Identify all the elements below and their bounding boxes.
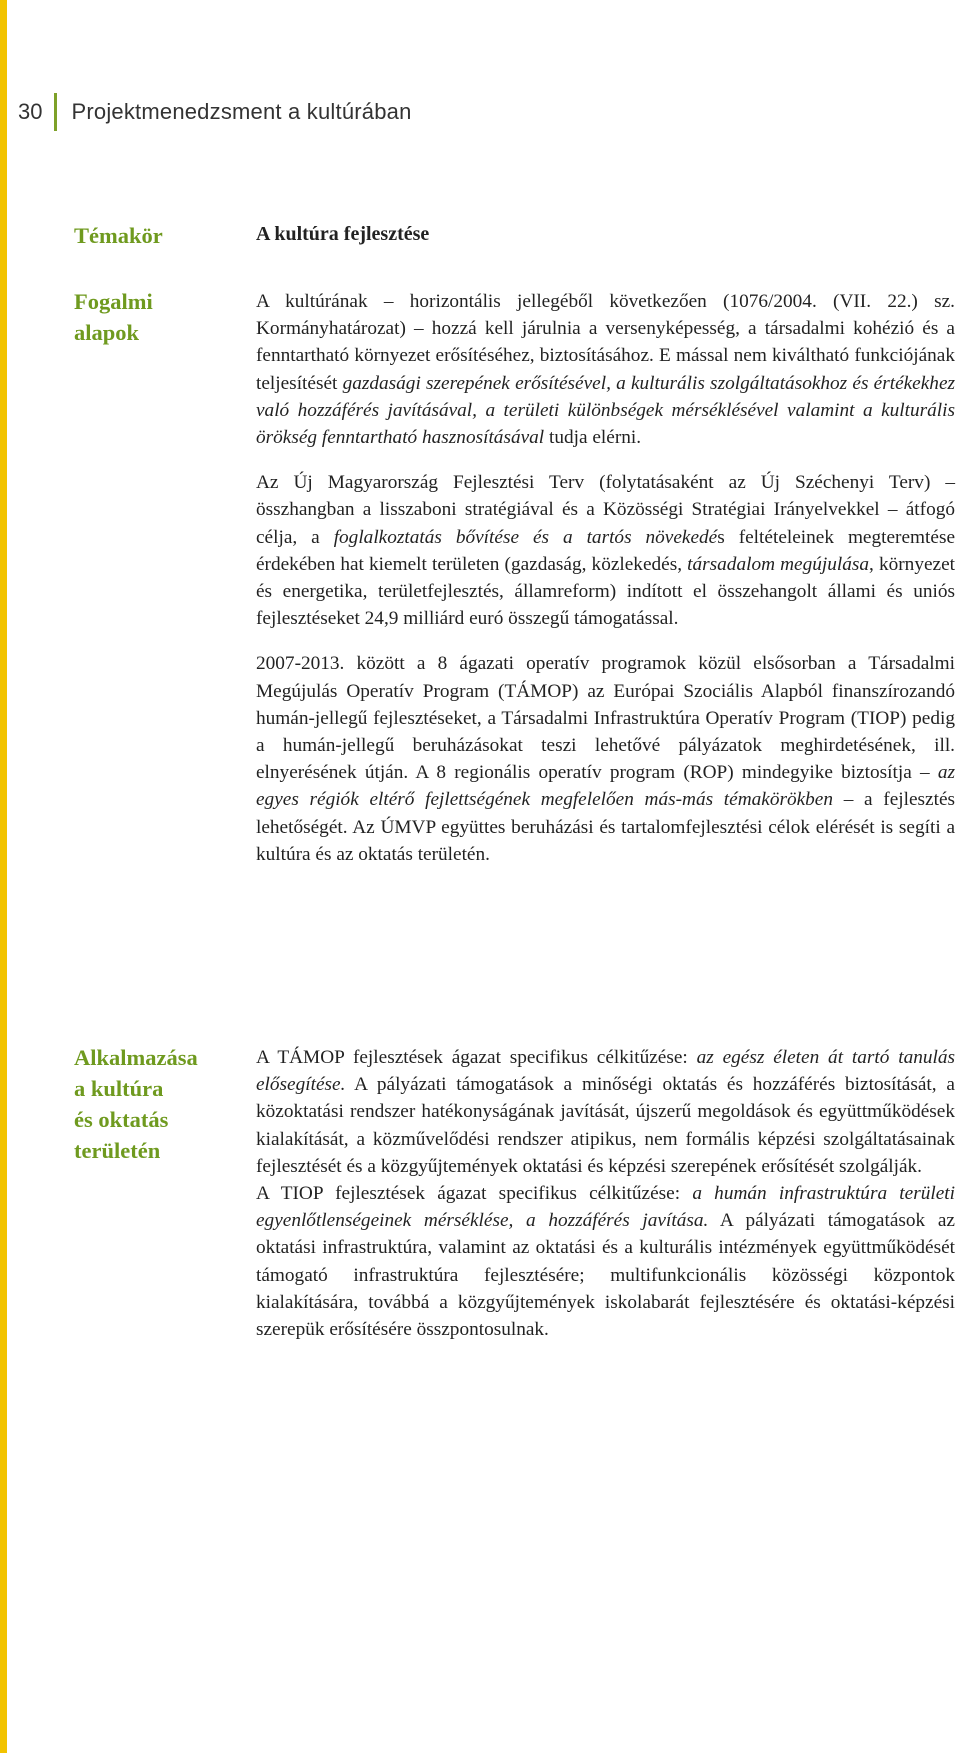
side-accent-bar bbox=[0, 0, 7, 1753]
label-line: alapok bbox=[74, 320, 140, 345]
label-alkalmazasa bbox=[74, 1042, 224, 1166]
header-divider bbox=[54, 93, 57, 131]
paragraph bbox=[256, 1044, 955, 1180]
text-run: A TIOP fejlesztések ágazat specifikus célkitűzése: bbox=[256, 1183, 693, 1205]
text-run: Az Új Magyarország Fejlesztési Terv (folytatásaként az Új Széchenyi Terv) – összhangban a lisszaboni stratégiával és a Közösségi Stratégiai Irányelvekkel – átfogó célja, a bbox=[256, 472, 955, 548]
paragraph bbox=[256, 288, 955, 451]
text-run: A pályázati támogatások a minőségi oktatás és hozzáférés biztosítását, a közoktatási rendszer hatékonyságának javítását, újszerű megoldások és együttműködések kialakítását, a közművelődési rendszer atipikus, nem formális képzési szolgáltatásainak fejlesztését és a közgyűjtemények oktatási és képzési szerepének erősítését szolgálják. bbox=[256, 1074, 955, 1177]
italic-run: a humán infrastruktúra területi egyenlőtlenségeinek mérséklése, a hozzáférés javítása. bbox=[256, 1183, 955, 1232]
label-fogalmi-alapok bbox=[74, 286, 224, 348]
label-temakor bbox=[74, 220, 224, 251]
paragraph bbox=[256, 469, 955, 632]
alkalmazasa-text bbox=[256, 1044, 955, 1343]
running-title: Projektmenedzsment a kultúrában bbox=[71, 99, 412, 124]
label-line: és oktatás bbox=[74, 1107, 169, 1132]
text-run: A kultúrának – horizontális jellegéből következően (1076/2004. (VII. 22.) sz. Kormányhatározat) – hozzá kell járulnia a versenyképesség, a társadalmi kohézió és a fenntartható környezet erősítéséhez, biztosításához. E mással nem kiváltható funkciójának teljesítését bbox=[256, 291, 955, 394]
italic-run: társadalom megújulása bbox=[687, 553, 870, 575]
italic-run: gazdasági szerepének erősítésével, a kulturális szolgáltatásokhoz és értékekhez való hozzáférés javításával, a területi különbségek mérséklésével valamint a kulturális örökség fenntartható hasznosításával bbox=[256, 372, 956, 449]
text-run: – a fejlesztés lehetőségét. Az ÚMVP együttes beruházási és tartalomfejlesztési célok elérését is segíti a kultúra és az oktatás területén. bbox=[256, 789, 955, 865]
fogalmi-alapok-text bbox=[256, 288, 955, 868]
italic-run: foglalkoztatás bővítése és a tartós növekedé bbox=[333, 526, 718, 548]
text-run: , környezet és energetika, területfejlesztés, államreform) indított el összehangolt állami és uniós fejlesztéseket 24,9 milliárd euró összegű támogatással. bbox=[256, 553, 955, 630]
label-line: Alkalmazása bbox=[74, 1045, 198, 1070]
italic-run: az egész életen át tartó tanulás elősegítése. bbox=[256, 1047, 955, 1096]
text-run: tudja elérni. bbox=[544, 427, 642, 449]
text-run: A TÁMOP fejlesztések ágazat specifikus célkitűzése: bbox=[256, 1047, 697, 1068]
italic-run: az egyes régiók eltérő fejlettségének megfelelően más-más témakörökben bbox=[256, 762, 955, 811]
text-run: A pályázati támogatások az oktatási infrastruktúra, valamint az oktatási és a kulturális intézmények együttműködését támogató infrastruktúra fejlesztésére; multifunkcionális közösségi központok kialakítására, továbbá a közgyűjtemények iskolabarát fejlesztésére és oktatási-képzési szerepük erősítésére összpontosulnak. bbox=[256, 1210, 955, 1341]
label-line: a kultúra bbox=[74, 1076, 164, 1101]
page-header bbox=[18, 94, 412, 130]
paragraph bbox=[256, 1180, 955, 1343]
label-temakor-text: Témakör bbox=[74, 223, 163, 248]
label-line: területén bbox=[74, 1138, 161, 1163]
text-run: 2007-2013. között a 8 ágazati operatív programok közül elsősorban a Társadalmi Megújulás Operatív Program (TÁMOP) az Európai Szociális Alapból finanszírozandó humán-jellegű fejlesztéseket, a Társadalmi Infrastruktúra Operatív Program (TIOP) pedig a humán-jellegű beruházásokat teszi lehetővé pályázatok meghirdetésének, ill. elnyerésének útján. A 8 regionális operatív program (ROP) mindegyike biztosítja – bbox=[256, 653, 955, 784]
paragraph bbox=[256, 650, 955, 868]
temakor-value: A kultúra fejlesztése bbox=[256, 223, 430, 245]
page-number: 30 bbox=[18, 99, 43, 124]
label-line: Fogalmi bbox=[74, 289, 153, 314]
text-run: s feltételeinek megteremtése érdekében hat kiemelt területen (gazdaság, közlekedés, bbox=[256, 526, 956, 575]
